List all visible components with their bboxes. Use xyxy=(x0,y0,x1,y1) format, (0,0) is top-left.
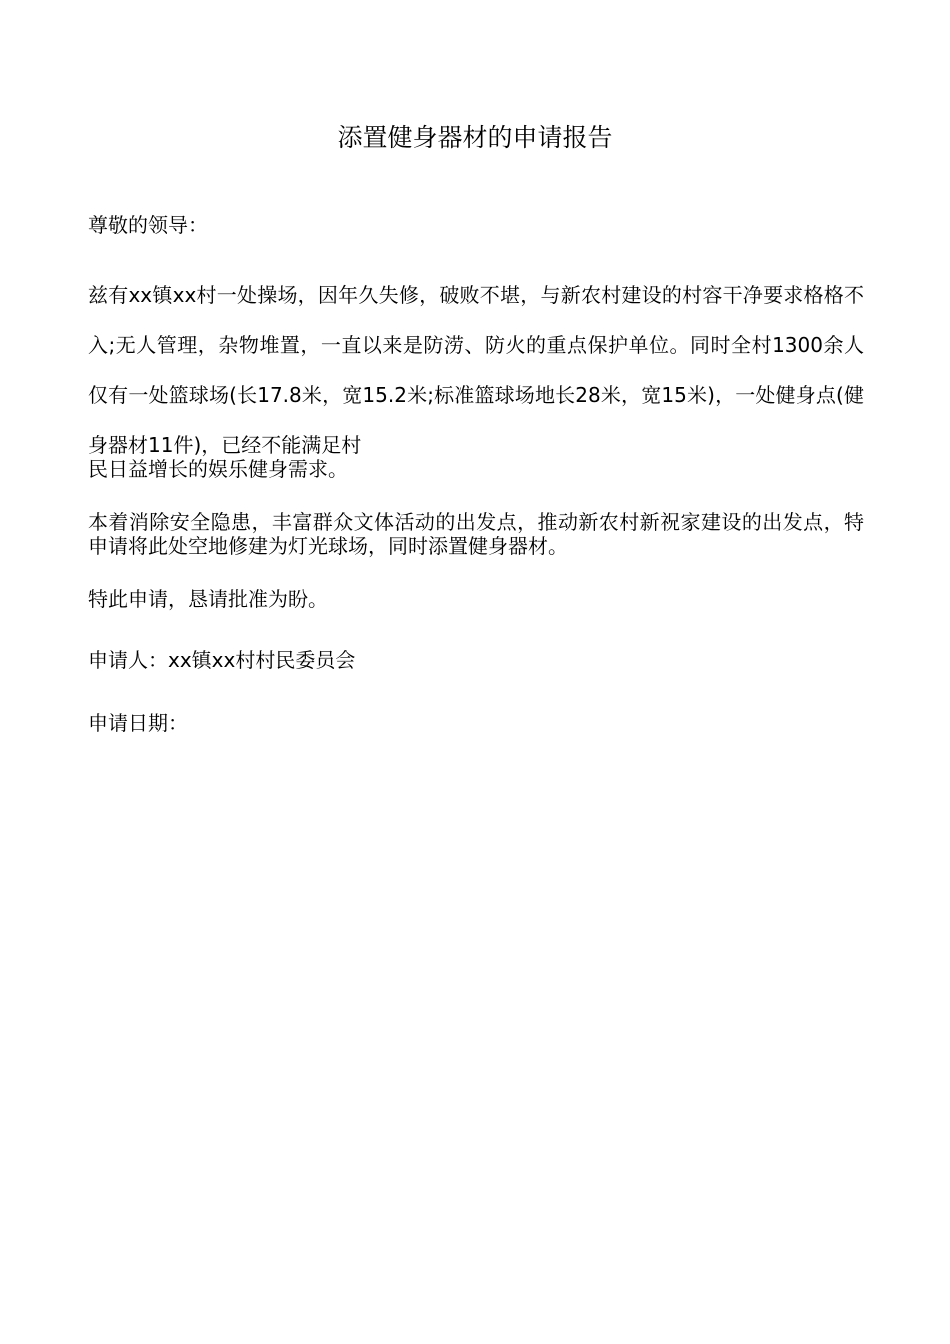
paragraph-2: 本着消除安全隐患，丰富群众文体活动的出发点，推动新农村新祝家建设的出发点，特申请将此处空地修建为灯光球场，同时添置健身器材。 xyxy=(88,510,864,558)
closing-line: 特此申请，恳请批准为盼。 xyxy=(88,587,328,611)
salutation: 尊敬的领导： xyxy=(88,213,208,237)
application-date-label: 申请日期： xyxy=(88,711,188,735)
applicant-line: 申请人：xx镇xx村村民委员会 xyxy=(88,648,356,672)
paragraph-1: 兹有xx镇xx村一处操场，因年久失修，破败不堪，与新农村建设的村容干净要求格格不入;无人管理，杂物堆置，一直以来是防涝、防火的重点保护单位。同时全村1300余人仅有一处篮球场(长17.8米，宽15.2米;标准篮球场地长28米，宽15米)，一处健身点(健身器材11件)，已经不能满足村 xyxy=(88,283,864,457)
document-title: 添置健身器材的申请报告 xyxy=(337,123,613,152)
paragraph-1-tail: 民日益增长的娱乐健身需求。 xyxy=(88,457,348,481)
